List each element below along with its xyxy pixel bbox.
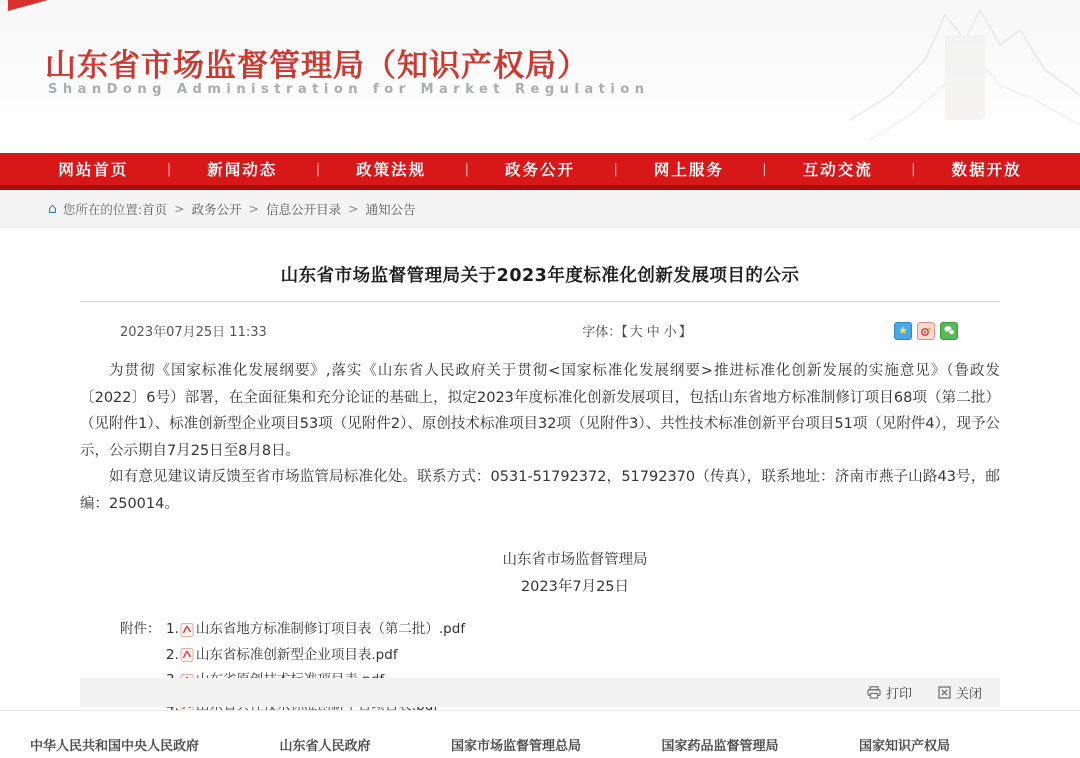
font-size-label: 字体： [582, 325, 622, 340]
nav-item-news[interactable]: 新闻动态 [207, 161, 278, 179]
attachment-row [120, 617, 1000, 643]
nav-separator: | [762, 161, 767, 177]
footer-link-cnipa[interactable]: 国家知识产权局 [858, 739, 950, 754]
share-buttons [894, 322, 958, 340]
footer-link-samr[interactable]: 国家市场监督管理总局 [450, 739, 581, 754]
article-paragraph-2: 如有意见建议请反馈至省市场监管局标准化处。联系方式：0531-51792372，51792370（传真），联系地址：济南市燕子山路43号，邮编：250014。 [80, 469, 1000, 512]
attachments-label: 附件： [120, 621, 161, 637]
close-button[interactable] [938, 683, 982, 702]
nav-item-home[interactable]: 网站首页 [58, 161, 129, 179]
site-subtitle: ShanDong Administration for Market Regulation [48, 82, 650, 97]
weibo-share-icon[interactable] [917, 322, 935, 340]
site-footer [0, 710, 1080, 758]
mountain-watermark [850, 0, 1080, 153]
footer-link-nmpa[interactable]: 国家药品监督管理局 [661, 739, 779, 754]
signature-date: 2023年7月25日 [520, 579, 630, 595]
nav-item-gov-affairs[interactable]: 政务公开 [505, 161, 576, 179]
article [0, 262, 1080, 719]
corner-flag-decoration [8, 0, 48, 11]
title-divider [80, 301, 1000, 302]
nav-item-online-service[interactable]: 网上服务 [653, 161, 724, 179]
font-bracket-close: 】 [678, 325, 692, 340]
nav-item-policy[interactable]: 政策法规 [356, 161, 427, 179]
attachment-link[interactable]: 山东省标准创新型企业项目表.pdf [195, 646, 398, 663]
site-header [0, 0, 1080, 153]
article-body [80, 358, 1000, 517]
font-size-large[interactable]: 大 [629, 325, 643, 340]
breadcrumb-separator: > [348, 201, 359, 216]
attachment-index: 2. [166, 646, 179, 663]
breadcrumb-item-info-catalog[interactable]: 信息公开目录 [266, 201, 342, 217]
breadcrumb-prefix: 您所在的位置: [62, 201, 143, 217]
signature-block [80, 547, 1000, 601]
close-icon [938, 686, 951, 699]
pdf-icon [180, 648, 194, 662]
footer-link-shandong-gov[interactable]: 山东省人民政府 [279, 739, 371, 754]
font-size-control [380, 321, 894, 340]
nav-separator: | [613, 161, 618, 177]
printer-icon [867, 686, 881, 699]
font-size-medium[interactable]: 中 [646, 325, 660, 340]
breadcrumb-item-home[interactable]: 首页 [142, 201, 168, 217]
main-nav [0, 153, 1080, 190]
article-meta [80, 321, 1000, 340]
nav-separator: | [911, 161, 916, 177]
nav-item-interaction[interactable]: 互动交流 [802, 161, 873, 179]
signature-org: 山东省市场监督管理局 [502, 552, 648, 568]
breadcrumb-separator: > [248, 201, 260, 216]
breadcrumb-separator: > [174, 201, 185, 216]
footer-link-central-gov[interactable]: 中华人民共和国中央人民政府 [30, 739, 200, 754]
print-button[interactable] [867, 683, 912, 702]
attachment-link[interactable]: 山东省地方标准制修订项目表（第二批）.pdf [195, 621, 466, 637]
pdf-icon [180, 623, 194, 637]
breadcrumb-item-notices[interactable]: 通知公告 [365, 201, 416, 217]
nav-separator: | [464, 161, 469, 177]
close-label: 关闭 [955, 687, 982, 702]
font-bracket-open: 【 [621, 325, 628, 340]
attachment-row [120, 643, 1000, 669]
breadcrumb [0, 190, 1080, 228]
nav-separator: | [166, 161, 172, 177]
breadcrumb-item-gov-affairs[interactable]: 政务公开 [191, 201, 242, 217]
attachment-index: 1. [166, 621, 179, 637]
nav-item-open-data[interactable]: 数据开放 [951, 161, 1022, 179]
qzone-share-icon[interactable]: ★ [894, 322, 912, 340]
font-size-small[interactable]: 小 [663, 325, 677, 340]
article-title: 山东省市场监督管理局关于2023年度标准化创新发展项目的公示 [280, 266, 800, 286]
wechat-share-icon[interactable] [940, 322, 958, 340]
nav-separator: | [315, 161, 321, 177]
page-actions-bar [80, 678, 1000, 707]
print-label: 打印 [885, 687, 912, 702]
article-paragraph-1: 为贯彻《国家标准化发展纲要》,落实《山东省人民政府关于贯彻<国家标准化发展纲要>推进标准化创新发展的实施意见》（鲁政发〔2022〕6号）部署，在全面征集和充分论证的基础上，拟定2023年度标准化创新发展项目，包括山东省地方标准制修订项目68项（第二批）（见附件1）、标准创新型企业项目53项（见附件2）、原创技术标准项目32项（见附件3）、共性技术标准创新平台项目51项（见附件4），现予公示，公示期自7月25日至8月8日。 [80, 363, 1000, 459]
publish-date: 2023年07月25日 11:33 [120, 325, 267, 340]
home-icon: ⌂ [48, 200, 57, 217]
site-title: 山东省市场监督管理局（知识产权局） [45, 48, 589, 84]
